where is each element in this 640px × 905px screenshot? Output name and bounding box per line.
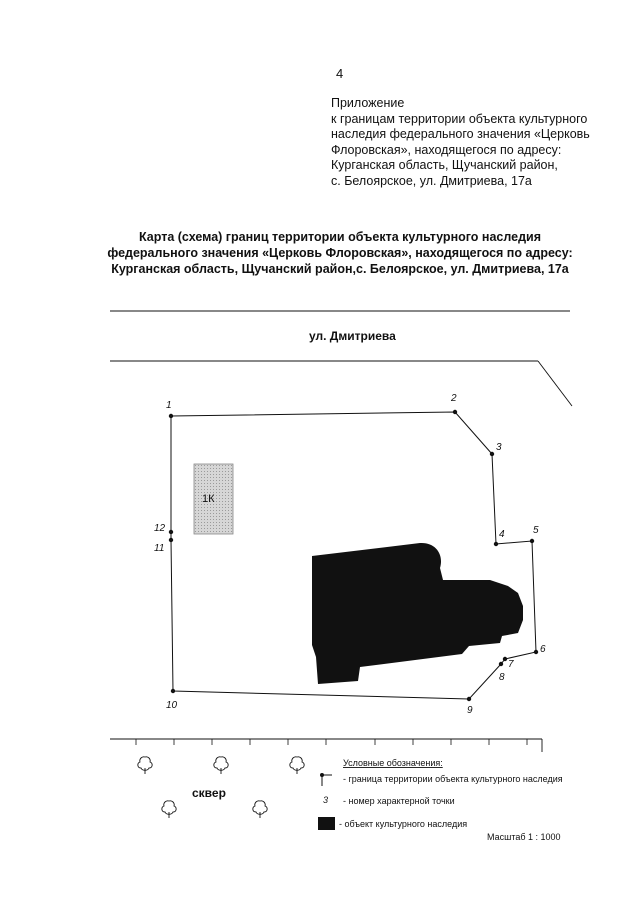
point-marker <box>530 539 534 543</box>
street-line-diagonal <box>538 361 572 406</box>
point-label: 9 <box>467 705 473 716</box>
appendix-line: Приложение <box>331 96 405 110</box>
point-label: 11 <box>154 543 165 554</box>
map-title-line: Курганская область, Щучанский район,с. Белоярское, ул. Дмитриева, 17а <box>111 262 569 276</box>
point-marker <box>467 697 471 701</box>
legend-point-number: - номер характерной точки <box>343 796 455 806</box>
map-title-line: федерального значения «Церковь Флоровская», находящегося по адресу: <box>107 246 573 260</box>
tree-icon <box>253 801 267 818</box>
point-label: 10 <box>166 700 178 711</box>
point-label: 4 <box>499 529 505 540</box>
tree-icon <box>214 757 228 774</box>
point-marker <box>490 452 494 456</box>
legend-title: Условные обозначения: <box>343 758 443 768</box>
square-label: сквер <box>192 786 226 800</box>
page-number: 4 <box>336 66 344 81</box>
point-label: 7 <box>508 659 514 670</box>
lower-street-ticks <box>136 739 527 745</box>
legend-point-symbol: 3 <box>323 795 329 805</box>
point-marker <box>499 662 503 666</box>
point-marker <box>169 538 173 542</box>
point-label: 12 <box>154 523 166 534</box>
point-label: 3 <box>496 442 502 453</box>
point-label: 8 <box>499 672 505 683</box>
legend-object-symbol <box>318 817 335 830</box>
point-marker <box>494 542 498 546</box>
street-label: ул. Дмитриева <box>309 329 396 343</box>
point-marker <box>171 689 175 693</box>
point-label: 6 <box>540 644 546 655</box>
scale-label: Масштаб 1 : 1000 <box>487 832 561 842</box>
point-marker <box>453 410 457 414</box>
point-marker <box>169 530 173 534</box>
point-label: 1 <box>166 400 172 411</box>
object-1k-label: 1К <box>202 493 215 505</box>
point-marker <box>534 650 538 654</box>
appendix-line: к границам территории объекта культурного <box>331 111 588 126</box>
church-footprint <box>312 543 523 684</box>
map-title-line: Карта (схема) границ территории объекта культурного наследия <box>139 230 541 244</box>
tree-icon <box>138 757 152 774</box>
legend-boundary: - граница территории объекта культурного наследия <box>343 774 563 784</box>
appendix-line: наследия федерального значения «Церковь <box>331 127 590 141</box>
appendix-line: с. Белоярское, ул. Дмитриева, 17а <box>331 173 532 188</box>
point-label: 5 <box>533 525 539 536</box>
point-marker <box>503 657 507 661</box>
legend-object: - объект культурного наследия <box>339 819 468 829</box>
legend-boundary-symbol <box>321 774 333 787</box>
point-marker <box>169 414 173 418</box>
point-label: 2 <box>451 393 457 404</box>
appendix-line: Курганская область, Щучанский район, <box>331 158 558 172</box>
tree-icon <box>290 757 304 774</box>
tree-icon <box>162 801 176 818</box>
appendix-line: Флоровская», находящегося по адресу: <box>331 142 562 157</box>
